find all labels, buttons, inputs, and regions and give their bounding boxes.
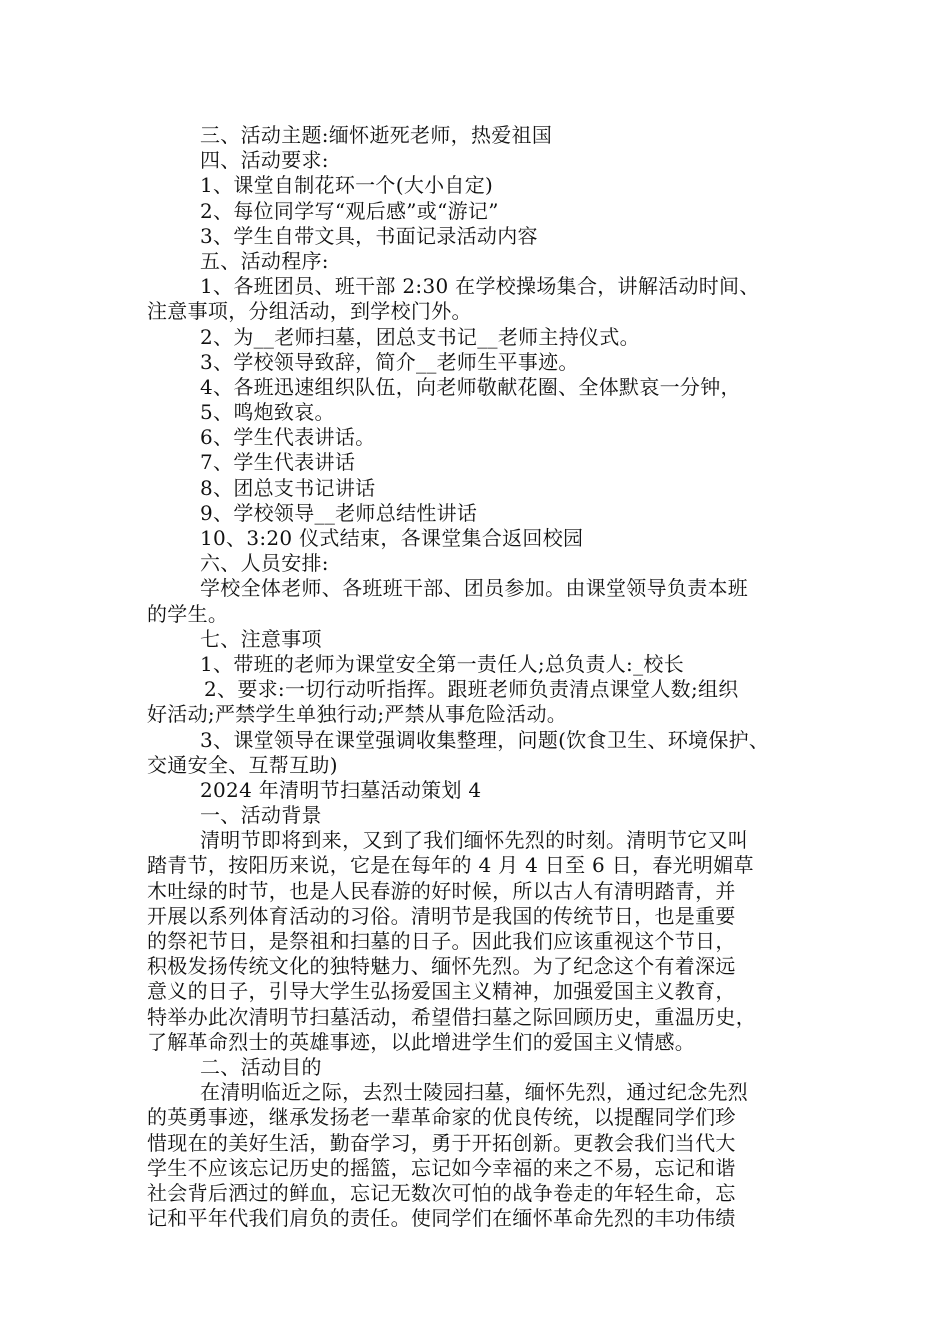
text-line: 5、鸣炮致哀。 bbox=[200, 400, 335, 425]
text-line: 六、人员安排: bbox=[200, 551, 329, 576]
text-line: 惜现在的美好生活，勤奋学习，勇于开拓创新。更教会我们当代大 bbox=[147, 1130, 736, 1155]
text-line: 4、各班迅速组织队伍，向老师敬献花圈、全体默哀一分钟， bbox=[200, 374, 741, 399]
text-line: 10、3:20 仪式结束，各课堂集合返回校园 bbox=[200, 526, 584, 550]
text-line: 2、为__老师扫墓，团总支书记__老师主持仪式。 bbox=[200, 324, 640, 349]
text-line: 8、团总支书记讲话 bbox=[200, 475, 376, 500]
text-line: 记和平年代我们肩负的责任。使同学们在缅怀革命先烈的丰功伟绩 bbox=[147, 1206, 736, 1231]
text-line: 二、活动目的 bbox=[200, 1054, 322, 1079]
text-line: 1、带班的老师为课堂安全第一责任人;总负责人:_校长 bbox=[200, 651, 685, 676]
text-line: 学生不应该忘记历史的摇篮，忘记如今幸福的来之不易，忘记和谐 bbox=[147, 1155, 736, 1180]
text-line: 在清明临近之际，去烈士陵园扫墓，缅怀先烈，通过纪念先烈 bbox=[200, 1080, 749, 1105]
text-line: 特举办此次清明节扫墓活动，希望借扫墓之际回顾历史，重温历史， bbox=[147, 1004, 756, 1029]
text-line: 四、活动要求: bbox=[200, 148, 329, 173]
text-line: 3、学校领导致辞，简介__老师生平事迹。 bbox=[200, 349, 579, 374]
text-line: 开展以系列体育活动的习俗。清明节是我国的传统节日，也是重要 bbox=[147, 903, 736, 928]
text-line: 6、学生代表讲话。 bbox=[200, 425, 376, 450]
text-line: 2、每位同学写“观后感”或“游记” bbox=[200, 198, 499, 223]
text-line: 9、学校领导__老师总结性讲话 bbox=[200, 500, 478, 525]
text-line: 了解革命烈士的英雄事迹，以此增进学生们的爱国主义情感。 bbox=[147, 1029, 696, 1054]
text-line: 交通安全、互帮互助) bbox=[147, 752, 338, 777]
text-line: 学校全体老师、各班班干部、团员参加。由课堂领导负责本班 bbox=[200, 576, 749, 601]
text-line: 三、活动主题:缅怀逝死老师，热爱祖国 bbox=[200, 123, 553, 147]
text-line: 好活动;严禁学生单独行动;严禁从事危险活动。 bbox=[147, 702, 568, 727]
text-line: 注意事项，分组活动，到学校门外。 bbox=[147, 299, 472, 324]
text-line: 积极发扬传统文化的独特魅力、缅怀先烈。为了纪念这个有着深远 bbox=[147, 954, 736, 979]
text-line: 的祭祀节日，是祭祖和扫墓的日子。因此我们应该重视这个节日， bbox=[147, 929, 736, 953]
text-line: 7、学生代表讲话 bbox=[200, 450, 356, 475]
text-line: 1、课堂自制花环一个(大小自定) bbox=[200, 173, 494, 198]
text-line: 1、各班团员、班干部 2:30 在学校操场集合，讲解活动时间、 bbox=[200, 274, 760, 299]
text-line: 清明节即将到来，又到了我们缅怀先烈的时刻。清明节它又叫 bbox=[200, 828, 749, 853]
text-line: 的英勇事迹，继承发扬老一辈革命家的优良传统，以提醒同学们珍 bbox=[147, 1105, 736, 1130]
text-line: 的学生。 bbox=[147, 601, 229, 626]
text-line: 2、要求:一切行动听指挥。跟班老师负责清点课堂人数;组织 bbox=[204, 677, 739, 702]
text-line: 3、学生自带文具，书面记录活动内容 bbox=[200, 223, 538, 248]
text-line: 五、活动程序: bbox=[200, 248, 329, 273]
text-line: 意义的日子，引导大学生弘扬爱国主义精神，加强爱国主义教育， bbox=[147, 979, 736, 1004]
text-line: 一、活动背景 bbox=[200, 803, 322, 828]
text-line: 社会背后洒过的鲜血，忘记无数次可怕的战争卷走的年轻生命，忘 bbox=[147, 1180, 736, 1205]
text-line: 七、注意事项 bbox=[200, 626, 322, 651]
text-line: 踏青节，按阳历来说，它是在每年的 4 月 4 日至 6 日，春光明媚草 bbox=[147, 853, 754, 878]
text-line: 木吐绿的时节，也是人民春游的好时候，所以古人有清明踏青，并 bbox=[147, 878, 736, 903]
text-line: 3、课堂领导在课堂强调收集整理，问题(饮食卫生、环境保护、 bbox=[200, 727, 770, 752]
document-body bbox=[147, 123, 827, 1231]
text-line: 2024 年清明节扫墓活动策划 4 bbox=[200, 777, 482, 802]
